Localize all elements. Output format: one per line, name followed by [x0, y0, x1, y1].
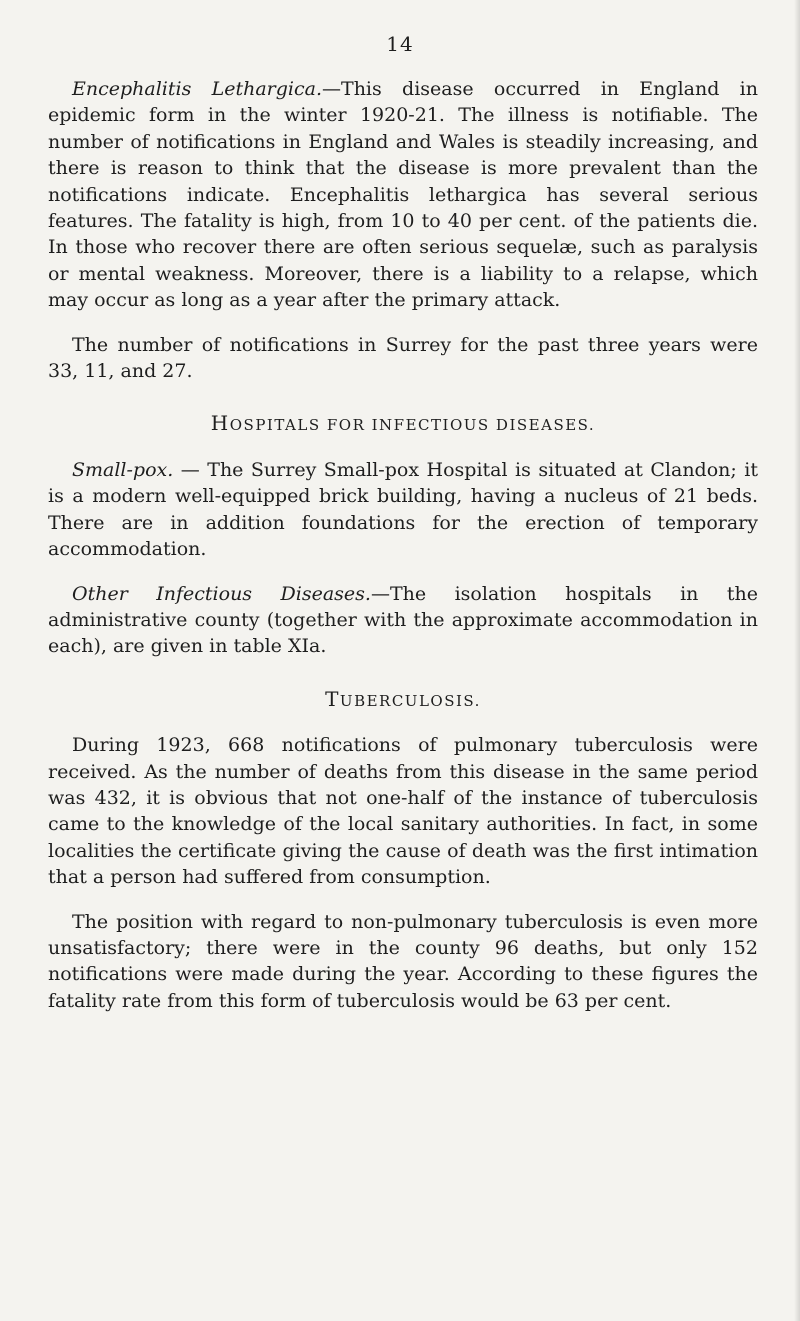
paragraph-small-pox [48, 457, 758, 563]
tb-pulmonary-text: During 1923, 668 notifications of pulmonary tuberculosis were received. As the number of deaths from this disease in the same period was 432, it is obvious that not one-half of the instance of tuberculosis came to the knowledge of the local sanitary authorities. In fact, in some localities the certificate giving the cause of death was the first intimation that a person had suffered from consumption. [48, 734, 758, 889]
heading-hospitals-initial: H [210, 411, 230, 436]
encephalitis-lead-in: Encephalitis Lethargica. [72, 78, 323, 100]
paragraph-tb-non-pulmonary [48, 909, 758, 1015]
other-infectious-lead-in: Other Infectious Diseases. [72, 582, 371, 605]
heading-tuberculosis-rest: UBERCULOSIS. [339, 691, 481, 710]
heading-hospitals [48, 410, 758, 438]
paragraph-tb-pulmonary [48, 732, 758, 890]
paragraph-other-infectious [48, 581, 758, 660]
heading-tuberculosis-initial: T [325, 686, 340, 711]
heading-hospitals-rest: OSPITALS FOR INFECTIOUS DISEASES. [229, 416, 596, 435]
tb-non-pulmonary-text: The position with regard to non-pulmonary tuberculosis is even more unsatisfactory; there were in the county 96 deaths, but only 152 notifications were made during the year. According to these figures the fatality rate from this form of tuberculosis would be 63 per cent. [48, 910, 758, 1012]
heading-tuberculosis [48, 686, 758, 714]
paragraph-encephalitis [48, 76, 758, 314]
body-text [48, 76, 758, 1014]
small-pox-lead-in: Small-pox. [72, 458, 174, 481]
encephalitis-text: —This disease occurred in England in epidemic form in the winter 1920-21. The illness is notifiable. The number of notifications in England and Wales is steadily increasing, and there is reason to think that the disease is more prevalent than the notifications indicate. Encephalitis lethargica has several serious features. The fatality is high, from 10 to 40 per cent. of the patients die. In those who recover there are often serious sequelæ, such as paralysis or mental weakness. Moreover, there is a liability to a relapse, which may occur as long as a year after the primary attack. [48, 78, 758, 312]
page-number: 14 [386, 32, 414, 56]
page-edge-shadow [794, 0, 800, 1321]
small-pox-text: — The Surrey Small-pox Hospital is situated at Clandon; it is a modern well-equipped brick building, having a nucleus of 21 beds. There are in addition foundations for the erection of temporary accommodation. [48, 458, 758, 561]
surrey-notifications-text: The number of notifications in Surrey for the past three years were 33, 11, and 27. [48, 333, 758, 383]
paragraph-surrey-notifications [48, 332, 758, 385]
other-infectious-text: —The isolation hospitals in the administrative county (together with the approximate accommodation in each), are given in table XIa. [48, 582, 758, 658]
